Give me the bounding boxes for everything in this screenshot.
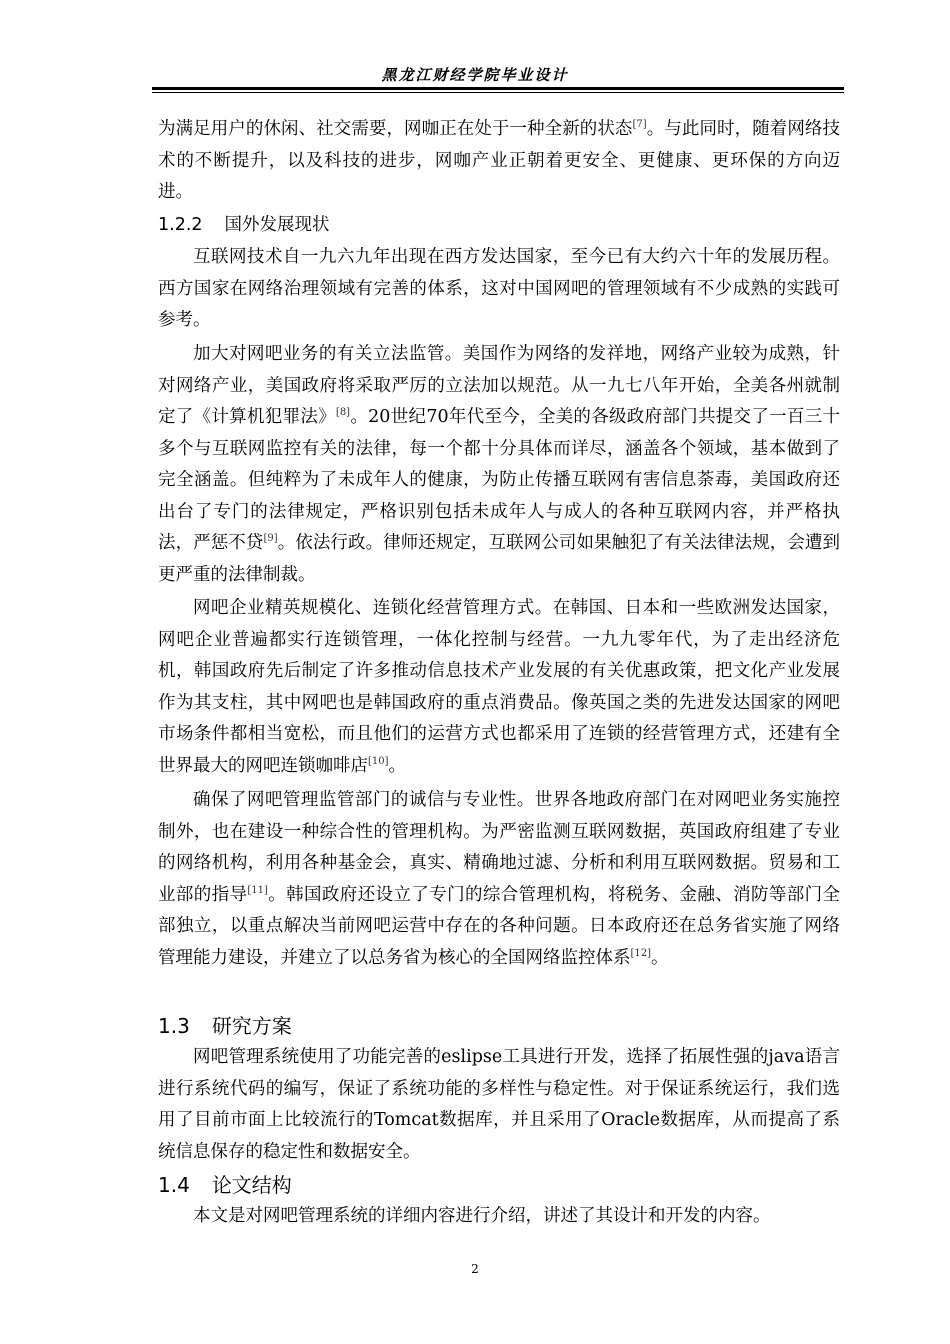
paragraph-continuation [158,114,840,209]
paragraph-thesis-structure: 本文是对网吧管理系统的详细内容进行介绍，讲述了其设计和开发的内容。 [193,1206,771,1226]
section-number: 1.4 [158,1173,190,1197]
citation-8: [8] [335,407,351,418]
paragraph-text: 。 [651,947,669,968]
paragraph-supervision [158,785,840,974]
section-heading-1-3 [158,1010,292,1042]
paragraph-text: 为满足用户的休闲、社交需要，网咖正在处于一种全新的状态 [158,119,633,139]
paragraph-text: 。韩国政府还设立了专门的综合管理机构，将税务、金融、消防等部门全部独立，以重点解决当前网吧运营中存在的各种问题。日本政府还在总务省实施了网络管理能力建设，并建立了以总务省为核心的全国网络监控体系 [158,884,841,968]
citation-12: [12] [630,947,652,959]
citation-10: [10] [368,755,389,767]
citation-7: [7] [632,119,647,130]
header-rule-thick [152,87,844,90]
paragraph-chain-management [158,593,840,782]
paragraph-legislation [158,339,840,591]
section-title: 研究方案 [211,1014,292,1038]
paragraph-text: 加大对网吧业务的有关立法监管。美国作为网络的发祥地，网络产业较为成熟，针对网络产业，美国政府将采取严厉的立法加以规范。从一九七八年开始，全美各州就制定了《计算机犯罪法》 [158,344,840,427]
paragraph-text: 网吧企业精英规模化、连锁化经营管理方式。在韩国、日本和一些欧洲发达国家，网吧企业普遍都实行连锁管理，一体化控制与经营。一九九零年代，为了走出经济危机，韩国政府先后制定了许多推动信息技术产业发展的有关优惠政策，把文化产业发展作为其支柱，其中网吧也是韩国政府的重点消费品。像英国之类的先进发达国家的网吧市场条件都相当宽松，而且他们的运营方式也都采用了连锁的经营管理方式，还建有全世界最大的网吧连锁咖啡店 [158,598,840,776]
section-number: 1.2.2 [158,215,203,235]
paragraph-text: 确保了网吧管理监管部门的诚信与专业性。世界各地政府部门在对网吧业务实施控制外，也在建设一种综合性的管理机构。为严密监测互联网数据，英国政府组建了专业的网络机构，利用各种基金会，真实、精确地过滤、分析和利用互联网数据。贸易和工业部的指导 [158,790,840,905]
citation-9: [9] [263,533,278,544]
citation-11: [11] [247,884,268,896]
paragraph-research-plan: 网吧管理系统使用了功能完善的eslipse工具进行开发，选择了拓展性强的java语言进行系统代码的编写，保证了系统功能的多样性与稳定性。对于保证系统运行，我们选用了目前市面上比较流行的Tomcat数据库，并且采用了Oracle数据库，从而提高了系统信息保存的稳定性和数据安全。 [158,1047,840,1162]
section-number: 1.3 [158,1014,190,1038]
page-number: 2 [471,1262,479,1276]
paragraph-text: 。依法行政。律师还规定，互联网公司如果触犯了有关法律法规，会遭到更严重的法律制裁。 [158,533,841,585]
paragraph-text: 。 [388,755,407,776]
paragraph-text: 。20世纪70年代至今，全美的各级政府部门共提交了一百三十多个与互联网监控有关的法律，每一个都十分具体而详尽，涵盖各个领域，基本做到了完全涵盖。但纯粹为了未成年人的健康，为防止传播互联网有害信息荼毒，美国政府还出台了专门的法律规定，严格识别包括未成年人与成人的各种互联网内容，并严格执法，严惩不贷 [158,407,840,553]
paragraph-text: 。与此同时，随着网络技术的不断提升，以及科技的进步，网咖产业正朝着更安全、更健康、更环保的方向迈进。 [158,119,841,202]
section-title: 国外发展现状 [224,215,330,235]
paragraph-overview: 互联网技术自一九六九年出现在西方发达国家，至今已有大约六十年的发展历程。西方国家在网络治理领域有完善的体系，这对中国网吧的管理领域有不少成熟的实践可参考。 [158,247,840,330]
header-title: 黑龙江财经学院毕业设计 [381,66,569,84]
section-title: 论文结构 [211,1173,292,1197]
section-heading-1-4 [158,1169,292,1201]
section-heading-1-2-2 [158,210,330,242]
header-rule-thin [152,92,844,93]
